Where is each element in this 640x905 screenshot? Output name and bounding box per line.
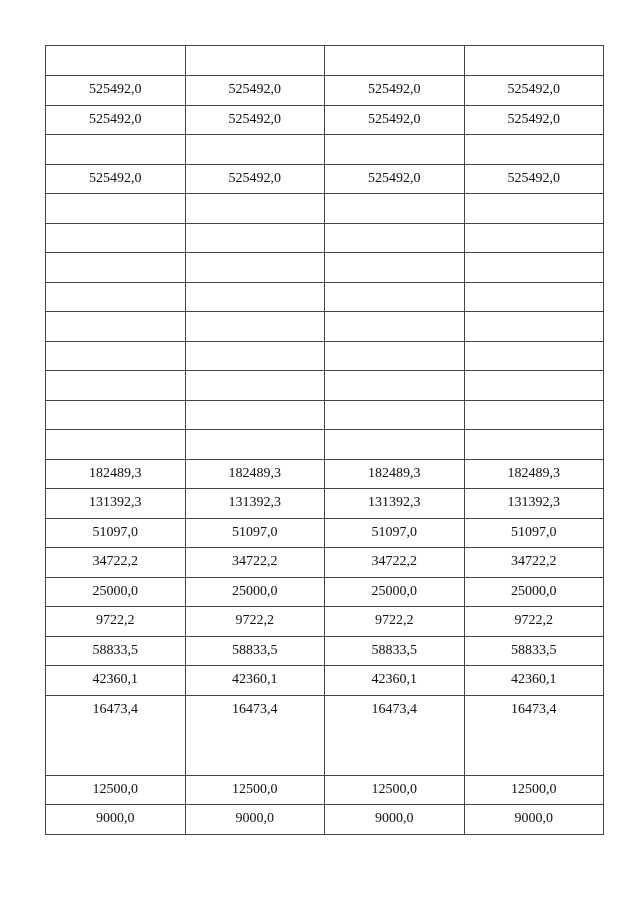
- table-cell: 42360,1: [46, 666, 186, 696]
- table-cell: [46, 194, 186, 224]
- table-cell: 16473,4: [325, 695, 465, 775]
- table-cell: [46, 282, 186, 312]
- table-cell: 51097,0: [464, 518, 604, 548]
- table-cell: [325, 341, 465, 371]
- table-cell: 58833,5: [464, 636, 604, 666]
- table-cell: [464, 430, 604, 460]
- table-cell: [464, 371, 604, 401]
- table-cell: 525492,0: [325, 164, 465, 194]
- table-row: [46, 805, 604, 835]
- table-row: [46, 282, 604, 312]
- table-cell: 51097,0: [46, 518, 186, 548]
- table-row: [46, 607, 604, 637]
- table-row: [46, 636, 604, 666]
- table-cell: [185, 194, 325, 224]
- table-cell: 42360,1: [325, 666, 465, 696]
- table-cell: 9000,0: [325, 805, 465, 835]
- table-cell: 9722,2: [464, 607, 604, 637]
- table-cell: 9722,2: [325, 607, 465, 637]
- table-cell: [185, 371, 325, 401]
- table-cell: 16473,4: [185, 695, 325, 775]
- data-table: [45, 45, 604, 835]
- table-row: [46, 400, 604, 430]
- table-row: [46, 548, 604, 578]
- table-row: [46, 489, 604, 519]
- table-row: [46, 430, 604, 460]
- table-row: [46, 76, 604, 106]
- table-cell: 25000,0: [46, 577, 186, 607]
- table-cell: [464, 194, 604, 224]
- table-cell: 525492,0: [46, 76, 186, 106]
- table-cell: [464, 312, 604, 342]
- table-cell: [464, 253, 604, 283]
- table-cell: 58833,5: [325, 636, 465, 666]
- table-cell: 525492,0: [46, 164, 186, 194]
- table-cell: 25000,0: [325, 577, 465, 607]
- table-cell: [185, 253, 325, 283]
- table-row: [46, 459, 604, 489]
- table-cell: 25000,0: [464, 577, 604, 607]
- table-row: [46, 518, 604, 548]
- table-cell: 12500,0: [185, 775, 325, 805]
- table-row: [46, 666, 604, 696]
- table-row: [46, 135, 604, 165]
- table-cell: 525492,0: [464, 76, 604, 106]
- table-cell: [464, 282, 604, 312]
- table-cell: 525492,0: [325, 76, 465, 106]
- table-cell: 525492,0: [185, 76, 325, 106]
- table-cell: 525492,0: [185, 105, 325, 135]
- table-cell: [46, 400, 186, 430]
- table-cell: [46, 371, 186, 401]
- table-row: [46, 775, 604, 805]
- table-body: [46, 46, 604, 835]
- table-cell: 9000,0: [185, 805, 325, 835]
- table-cell: [325, 223, 465, 253]
- table-cell: [325, 135, 465, 165]
- table-cell: [325, 430, 465, 460]
- table-cell: [325, 46, 465, 76]
- table-cell: 16473,4: [46, 695, 186, 775]
- table-row: [46, 223, 604, 253]
- table-cell: 34722,2: [185, 548, 325, 578]
- table-cell: 12500,0: [464, 775, 604, 805]
- table-cell: 525492,0: [464, 164, 604, 194]
- table-cell: [325, 400, 465, 430]
- table-cell: [46, 312, 186, 342]
- table-cell: [185, 341, 325, 371]
- table-cell: 58833,5: [185, 636, 325, 666]
- table-cell: 9000,0: [46, 805, 186, 835]
- table-row: [46, 695, 604, 775]
- table-cell: 182489,3: [464, 459, 604, 489]
- table-row: [46, 194, 604, 224]
- table-cell: 525492,0: [325, 105, 465, 135]
- table-cell: 12500,0: [325, 775, 465, 805]
- table-cell: [464, 223, 604, 253]
- table-cell: 525492,0: [464, 105, 604, 135]
- table-cell: [464, 46, 604, 76]
- table-cell: [325, 371, 465, 401]
- table-cell: [185, 46, 325, 76]
- table-row: [46, 253, 604, 283]
- table-cell: [325, 194, 465, 224]
- table-cell: 51097,0: [325, 518, 465, 548]
- table-cell: 12500,0: [46, 775, 186, 805]
- table-cell: 131392,3: [464, 489, 604, 519]
- table-cell: 42360,1: [464, 666, 604, 696]
- table-cell: 9722,2: [185, 607, 325, 637]
- table-row: [46, 371, 604, 401]
- table-cell: [185, 312, 325, 342]
- table-cell: 131392,3: [325, 489, 465, 519]
- table-row: [46, 577, 604, 607]
- table-cell: 34722,2: [46, 548, 186, 578]
- table-cell: 9722,2: [46, 607, 186, 637]
- table-cell: [46, 341, 186, 371]
- table-cell: 131392,3: [46, 489, 186, 519]
- table-cell: [464, 135, 604, 165]
- table-cell: [464, 341, 604, 371]
- table-row: [46, 164, 604, 194]
- table-cell: [185, 400, 325, 430]
- table-cell: [185, 282, 325, 312]
- table-cell: [46, 430, 186, 460]
- table-cell: 525492,0: [46, 105, 186, 135]
- table-cell: [46, 135, 186, 165]
- table-cell: 525492,0: [185, 164, 325, 194]
- table-cell: 16473,4: [464, 695, 604, 775]
- table-row: [46, 312, 604, 342]
- table-cell: [185, 223, 325, 253]
- table-row: [46, 341, 604, 371]
- table-cell: 58833,5: [46, 636, 186, 666]
- table-cell: 51097,0: [185, 518, 325, 548]
- table-cell: 182489,3: [46, 459, 186, 489]
- table-cell: 182489,3: [325, 459, 465, 489]
- table-cell: [46, 46, 186, 76]
- table-cell: 9000,0: [464, 805, 604, 835]
- table-cell: [464, 400, 604, 430]
- table-cell: [46, 223, 186, 253]
- table-cell: 34722,2: [464, 548, 604, 578]
- table-cell: [325, 282, 465, 312]
- table-cell: [325, 253, 465, 283]
- table-cell: [185, 430, 325, 460]
- table-row: [46, 105, 604, 135]
- table-cell: 34722,2: [325, 548, 465, 578]
- table-cell: [185, 135, 325, 165]
- table-cell: 42360,1: [185, 666, 325, 696]
- table-cell: 131392,3: [185, 489, 325, 519]
- table-cell: 25000,0: [185, 577, 325, 607]
- table-row: [46, 46, 604, 76]
- table-cell: [325, 312, 465, 342]
- table-cell: [46, 253, 186, 283]
- table-cell: 182489,3: [185, 459, 325, 489]
